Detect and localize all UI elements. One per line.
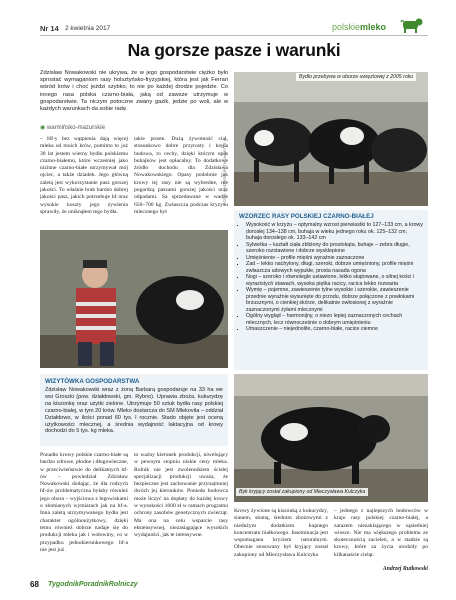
breed-item-legs: ▪ Nogi – szeroko i równolegle ustawione, lekko skątowane, o silnej kości i wyrazistych stawach, wysoka piętka racicy, racica lekko rozwarta xyxy=(246,274,423,287)
breed-item-coloring: ▪ Umaszczenie – niejednolite, czarno-białe, racice ciemne xyxy=(246,326,423,333)
photo-credit: FOTO: ANDRZEJ RUTKOWSKI ( 3 ) xyxy=(222,139,227,205)
column-1-bottom-text: Ponadto krowy polskie czarno-białe są bardzo zdrowe, płodne i długowieczne, w przeciwieństwie do delikatnych hf-ów – powiedział Zdzisław Nowakowski dodając, że dla rodzych hf-ów problematyczna byłaby również jego obora – wyjściowa z legowiskami o słomianych wymiarach jak na hf-a. Inna zaletą utrzymywanego bydła jest charakter ogólnoużytkowy, dzięki temu również dobrze nadaje się do produkcji mleka jak i wołowiny, co w przypadku jednokierunkowego hf-a nie jest już xyxy=(40,452,128,553)
farm-info-title: WIZYTÓWKA GOSPODARSTWA xyxy=(45,378,140,385)
breed-item-muscling: ▪ Umięśnienie – profile mięśni wyraźnie zaznaczone xyxy=(246,255,423,262)
breed-standard-title: WZORZEC RASY POLSKIEJ CZARNO-BIAŁEJ xyxy=(239,213,374,220)
column-2-text: takie proste. Dużą żywotność ciał, stosunkowo dobre przyrosty i krępa budowa, to cechy, dzięki którym opas buhajków jest opłacalny. To dodatkowe źródło dochodu dla Zdzisława Nowakowskiego. Opasy podobnie jak krowy tej rasy nie są wybredne, nie pogardzą paszami gorszej jakości oraz odpadami. Sa sprzedawane w wadze 650–700 kg. Zwłaszcza podczas kryzysu mlecznego był xyxy=(134,136,228,215)
breed-item-udder: ▪ Wymię – pojemne, zawieszenie tylne wysokie i szerokie, zawieszenie przednie wyraźnie wysunięte do przodu, dobrze połączone z powłokami brzusznymi, o cienkiej skórze, delikatnie owłosionej z wyraźnie zaznaczonymi żyłami mlecznymi xyxy=(246,287,423,313)
region-label: warmińsko-mazurskie xyxy=(46,125,105,131)
section-tag xyxy=(332,22,386,32)
column-3-text: to ważny kierunek produkcji, niwelujący w pewnym stopniu niskie ceny mleka. Rolnik nie jest zwolennikiem ścisłej specjalizacji produkcji uważa, że bezpieczne jest zachowanie przynajmniej dwóch jej kierunków. Poniedo hodowca może liczyć na dopłaty do każdej krowy w wysokości 1600 zł w ramach programu ochrony zasobów genetycznych zwierząt. Ma ona na celu wsparcie rasy ekstensywnej, niezasiągające wysokich wydajności, jak te intensywne. xyxy=(134,452,228,539)
bull-photo xyxy=(234,374,428,502)
issue-date: 2 kwietnia 2017 xyxy=(65,25,111,32)
farm-info-box xyxy=(40,374,228,446)
breed-item-height: ▪ Wysokość w krzyżu – optymalny wzrost pierwiastki to 127–133 cm, a krowy dorosłej 134–138 cm, buhaja w wieku jednego roku ok. 125–132 cm, buhaja dorosłego ok. 133–142 cm xyxy=(246,222,423,242)
farmer-photo xyxy=(40,230,228,368)
column-1-text: – Hf-y bez wątpienia dają więcej mleka od moich krów, pomimo to już 30 lat jestem wierny bydłu polskiemu czarno-białemu, które wcześniej jako nizinne czarno-białe utrzymywał mój ojciec, a także dziadek. Jego główną zaletą jest wykorzystanie pasz gorszej jakości. To właśnie brak bardzo dobrej jakości pasz, jakich potrzebuje hf oraz wysokie koszty jego żywienia sprawiły, że uniknąłem tego bydła. xyxy=(40,136,128,215)
region-tag xyxy=(40,124,105,131)
section-tag-suffix: mleko xyxy=(360,22,387,32)
breed-standard-list xyxy=(234,222,428,333)
cows-illustration xyxy=(234,72,428,206)
breed-standard-box xyxy=(234,210,428,370)
article-title: Na gorsze pasze i warunki xyxy=(127,40,341,60)
cows-photo-caption: Bydło przebywa w oborze uwięziowej z 2005 roku xyxy=(296,73,416,81)
breed-item-appearance: ▪ Ogólny wygląd – harmonijny, o niezo lepiej zaznaczonych cechach mlecznych, lecz równocześnie o dobrym umięśnieniu xyxy=(246,313,423,326)
bull-photo-caption: Byk kryjący został zakupiony od Mieczysława Kulczyka xyxy=(236,488,368,496)
section-tag-prefix: polskie xyxy=(332,22,361,32)
breed-item-silhouette: ▪ Sylwetka – kształt ciała zbliżony do prostokąta, buhaje – zebra długie, szeroko rozstawione i dobrze wysklepione xyxy=(246,242,423,255)
cows-photo xyxy=(234,72,428,206)
publication-brand: TygodnikPoradnikRolniczy xyxy=(48,581,138,588)
article-author: Andrzej Rutkowski xyxy=(382,566,428,572)
header-rule xyxy=(40,35,428,36)
issue-number: Nr 14 xyxy=(40,24,59,33)
article-lead: Zdzisław Nowakowski nie ukrywa, że w jego gospodarstwie ciężko było sprostać wymaganiom rasy holsztyńsko-fryzyjskiej, która jest jak Ferrari wśród krów i choć jeździ szybko, to nie po każdej drodze pojedzie. Co innego rasa polska czarno-biała, jaką od zawsze utrzymuje w gospodarstwie. Ta niczym potoczne zwany gazik, jedzie po woli, ale w każdych warunkach da sobie radę. xyxy=(40,70,228,113)
location-pin-icon: ◉ xyxy=(40,125,46,131)
column-3-bottom-text: Krowy żywione są kiszonką z kukurydzy, sianem, słomą, średnim zbożowymi z niedużym dodatkiem kupnego koncentratu białkowego. Inseminacja jest wspomagana kryciem naturalnym. Obecnie stosowany był kryjący został zakupiony od Mieczysława Kulczyka xyxy=(234,508,328,558)
column-4-bottom-text: – jednego z najlepszych hodowców w kraju rasy polskiej czarno-białej, a zarazem niezaklającego w sąsiedniej wiosce. Nie ma większego problemu ze skutecznością zacieleń, a w stadzie są krowy, które za życia urodziły po kilkanaście cieląt. xyxy=(334,508,428,558)
farmer-illustration xyxy=(40,230,228,368)
page-number: 68 xyxy=(30,580,39,589)
farm-info-text: Zdzisław Nowakowski wraz z żoną Barbarą gospodaruje na 33 ha we wsi Groszki (pow. działdowski, gm. Rybno). Uprawia zboża, kukurydzę na kiszonkę oraz użytki zielone. Utrzymuje 50 sztuk bydła rasy polskiej czarno-białej, w tym 20 krów. Mleko dostarcza do SM Mlekovita – oddział Działdowo, w ilości ponad 60 tys. l rocznie. Stado objęte jest oceną użytkowości mlecznej, a średnia wydajność laktacyjna od krowy dochodzi do 5 tys. kg mleka. xyxy=(45,387,223,435)
bull-illustration xyxy=(234,374,428,502)
breed-item-rump: ▪ Zad – lekko nachylony, długi, szeroki, dobrze umięśniony, profile mięśni zwłaszcza udowych wypukłe, prosta nasada ogona xyxy=(246,261,423,274)
